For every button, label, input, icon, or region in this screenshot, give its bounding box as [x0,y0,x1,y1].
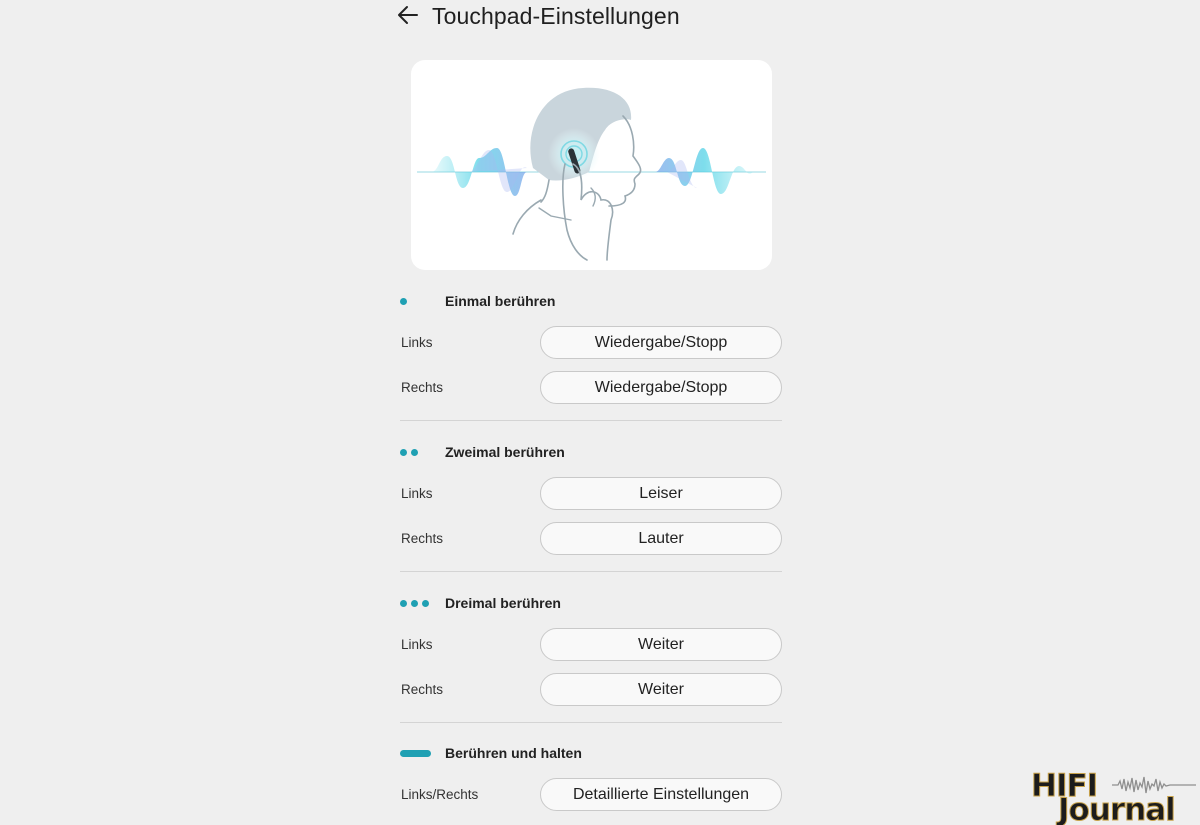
double-tap-right-row [400,521,782,557]
touch-gesture-illustration [411,60,772,270]
watermark-line2: Journal [1058,792,1175,825]
single-tap-left-button[interactable]: Wiedergabe/Stopp [540,326,782,359]
double-tap-left-button[interactable]: Leiser [540,477,782,510]
one-dot-indicator [400,289,407,313]
double-tap-right-button[interactable]: Lauter [540,522,782,555]
row-label: Links [401,486,433,501]
two-dots-indicator [400,440,418,464]
row-label: Links [401,637,433,652]
triple-tap-left-button[interactable]: Weiter [540,628,782,661]
section-single-tap [400,289,782,313]
three-dots-indicator [400,591,429,615]
section-title: Dreimal berühren [445,595,561,611]
long-bar-indicator [400,741,431,765]
single-tap-right-row [400,370,782,406]
row-label: Links/Rechts [401,787,479,802]
triple-tap-right-row [400,672,782,708]
single-tap-right-button[interactable]: Wiedergabe/Stopp [540,371,782,404]
hifi-journal-watermark [1028,766,1200,825]
detailed-settings-button[interactable]: Detaillierte Einstellungen [540,778,782,811]
arrow-left-icon [397,4,419,26]
row-label: Rechts [401,380,444,395]
watermark-line1: HIFI [1031,768,1098,804]
touch-and-hold-row [400,777,782,813]
section-title: Berühren und halten [445,745,582,761]
row-label: Links [401,335,433,350]
row-label: Rechts [401,682,444,697]
triple-tap-right-button[interactable]: Weiter [540,673,782,706]
page-title: Touchpad-Einstellungen [432,3,680,29]
section-touch-and-hold [400,741,782,765]
double-tap-left-row [400,476,782,512]
row-label: Rechts [401,531,444,546]
single-tap-left-row [400,325,782,361]
back-button[interactable] [395,2,421,28]
section-title: Einmal berühren [445,293,556,309]
divider [400,420,782,421]
section-triple-tap [400,591,782,615]
triple-tap-left-row [400,627,782,663]
section-title: Zweimal berühren [445,444,565,460]
divider [400,722,782,723]
section-double-tap [400,440,782,464]
divider [400,571,782,572]
